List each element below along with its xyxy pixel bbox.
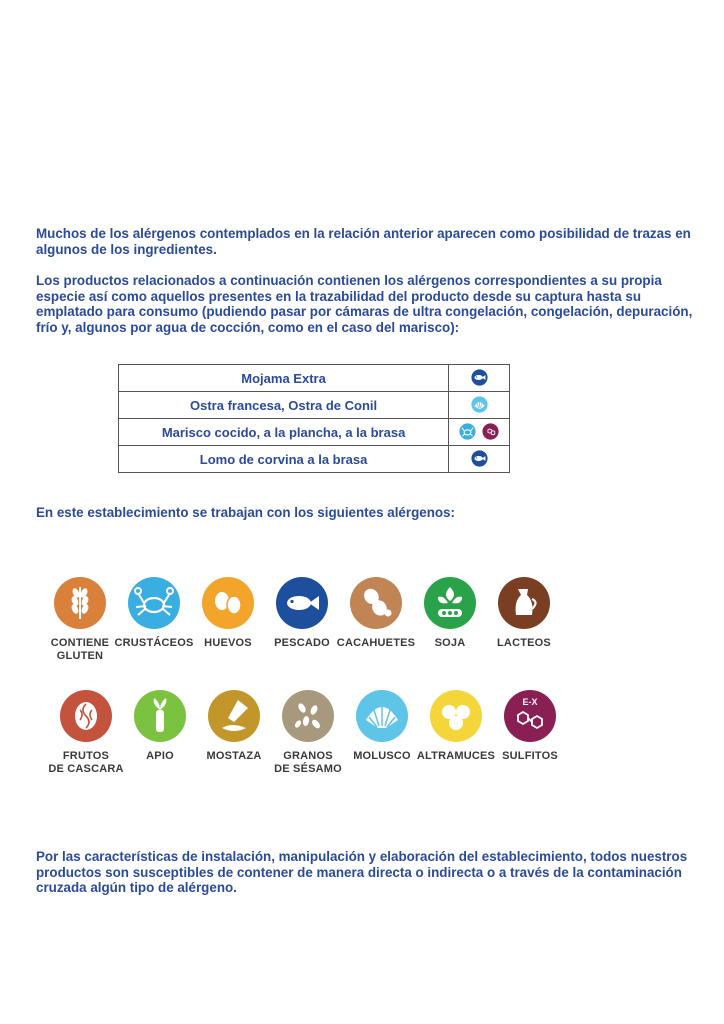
allergen-dairy bbox=[479, 577, 569, 650]
allergen-label: CONTIENE GLUTEN bbox=[50, 637, 110, 662]
product-name: Marisco cocido, a la plancha, a la brasa bbox=[119, 419, 449, 446]
svg-text:E-X: E-X bbox=[522, 697, 538, 707]
sesame-icon bbox=[282, 690, 334, 742]
wheat-icon bbox=[54, 577, 106, 629]
products-table bbox=[118, 364, 510, 473]
allergens-heading: En este establecimiento se trabajan con los siguientes alérgenos: bbox=[36, 505, 455, 520]
sulphite-icon bbox=[504, 690, 556, 742]
celery-icon bbox=[134, 690, 186, 742]
product-name: Lomo de corvina a la brasa bbox=[119, 446, 449, 473]
fish-icon bbox=[471, 369, 488, 386]
allergen-label: LACTEOS bbox=[497, 637, 551, 649]
allergen-label: GRANOS DE SÉSAMO bbox=[274, 750, 342, 775]
mollusc-icon bbox=[356, 690, 408, 742]
mollusc-icon bbox=[471, 396, 488, 413]
peanut-icon bbox=[350, 577, 402, 629]
crab-icon bbox=[459, 423, 476, 440]
allergen-label: HUEVOS bbox=[204, 637, 252, 649]
allergen-label: SULFITOS bbox=[502, 750, 558, 762]
table-row bbox=[119, 419, 510, 446]
allergen-label: PESCADO bbox=[274, 637, 330, 649]
milk-jug-icon bbox=[498, 577, 550, 629]
nut-icon bbox=[60, 690, 112, 742]
footer-disclaimer: Por las características de instalación, manipulación y elaboración del establecimiento, todos nuestros productos son susceptibles de contener de manera directa o indirecta o a través de la contaminación cruzada algún tipo de alérgeno. bbox=[36, 849, 688, 895]
product-name: Ostra francesa, Ostra de Conil bbox=[119, 392, 449, 419]
table-row bbox=[119, 446, 510, 473]
mustard-icon bbox=[208, 690, 260, 742]
allergen-label: ALTRAMUCES bbox=[416, 750, 496, 762]
lupin-icon bbox=[430, 690, 482, 742]
intro-paragraph-traces: Muchos de los alérgenos contemplados en la relación anterior aparecen como posibilidad de trazas en algunos de los ingredientes. bbox=[36, 226, 691, 257]
sulphite-icon bbox=[482, 423, 499, 440]
allergen-sulphites bbox=[485, 690, 575, 763]
intro-paragraph-products: Los productos relacionados a continuación contienen los alérgenos correspondientes a su propia especie así como aquellos presentes en la trazabilidad del producto desde su captura hasta su emplatado para consumo (pudiendo pasar por cámaras de ultra congelación, congelación, depuración, frío y, algunos por agua de cocción, como en el caso del marisco): bbox=[36, 273, 693, 335]
allergen-label: MOSTAZA bbox=[206, 750, 262, 762]
table-row bbox=[119, 365, 510, 392]
allergen-label: CACAHUETES bbox=[336, 637, 416, 649]
eggs-icon bbox=[202, 577, 254, 629]
fish-icon bbox=[471, 450, 488, 467]
allergen-label: SOJA bbox=[434, 637, 466, 649]
soy-icon bbox=[424, 577, 476, 629]
crab-icon bbox=[128, 577, 180, 629]
fish-icon bbox=[276, 577, 328, 629]
product-name: Mojama Extra bbox=[119, 365, 449, 392]
table-row bbox=[119, 392, 510, 419]
allergen-label: APIO bbox=[146, 750, 174, 762]
allergen-label: MOLUSCO bbox=[353, 750, 411, 762]
allergen-label: FRUTOS DE CASCARA bbox=[48, 750, 124, 775]
allergen-label: CRUSTÁCEOS bbox=[114, 637, 194, 649]
